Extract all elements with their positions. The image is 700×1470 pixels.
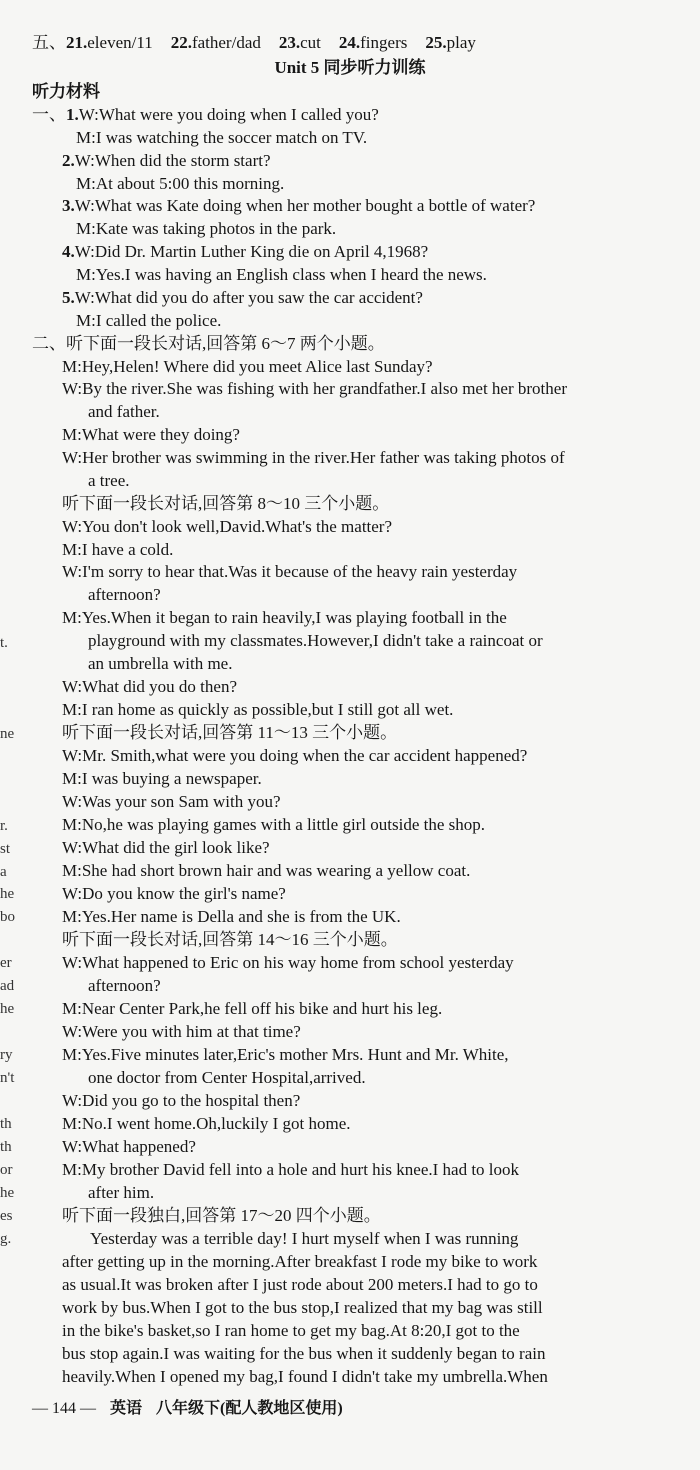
part-intro: 听下面一段独白,回答第 17～20 四个小题。 — [62, 1206, 381, 1225]
page-footer — [32, 1398, 343, 1420]
bleed-fragment: bo — [0, 909, 15, 925]
footer-grade: 八年级下(配人教地区使用) — [156, 1400, 343, 1417]
dialogue-line: W:Do you know the girl's name? — [62, 884, 286, 903]
bleed-fragment: he — [0, 886, 15, 902]
question-line: 2.W:When did the storm start? — [62, 151, 271, 170]
answer-item: 25.play — [425, 33, 476, 52]
dialogue-line: W:Her brother was swimming in the river.Her father was taking photos of — [62, 448, 565, 467]
question-line: 3.W:What was Kate doing when her mother bought a bottle of water? — [62, 196, 536, 215]
dialogue-line: M:I was buying a newspaper. — [62, 769, 262, 788]
monologue-line: as usual.It was broken after I just rode about 200 meters.I had to go to — [62, 1275, 538, 1294]
monologue-line: Yesterday was a terrible day! I hurt myself when I was running — [90, 1229, 519, 1248]
answer-section-label: 五、 — [32, 33, 66, 52]
answer-line: M:At about 5:00 this morning. — [76, 174, 285, 193]
dialogue-line: W:I'm sorry to hear that.Was it because of the heavy rain yesterday — [62, 562, 518, 581]
dialogue-line: and father. — [88, 402, 160, 421]
dialogue-line: W:What happened? — [62, 1137, 196, 1156]
bleed-fragment: th — [0, 1116, 12, 1132]
dialogue-line: W:Were you with him at that time? — [62, 1022, 301, 1041]
dialogue-line: M:She had short brown hair and was wearing a yellow coat. — [62, 861, 471, 880]
monologue-line: after getting up in the morning.After breakfast I rode my bike to work — [62, 1252, 538, 1271]
unit-title: Unit 5 同步听力训练 — [274, 58, 426, 77]
dialogue-line: M:Yes.When it began to rain heavily,I was playing football in the — [62, 608, 507, 627]
dialogue-line: M:My brother David fell into a hole and hurt his knee.I had to look — [62, 1160, 520, 1179]
dialogue-line: W:What did the girl look like? — [62, 838, 270, 857]
dialogue-line: an umbrella with me. — [88, 654, 233, 673]
dialogue-line: M:No.I went home.Oh,luckily I got home. — [62, 1114, 351, 1133]
monologue-line: heavily.When I opened my bag,I found I didn't take my umbrella.When — [62, 1367, 548, 1386]
bleed-fragment: or — [0, 1162, 13, 1178]
answer-item: 22.father/dad — [170, 33, 261, 52]
dialogue-line: M:Yes.Five minutes later,Eric's mother Mrs. Hunt and Mr. White, — [62, 1045, 509, 1064]
answer-key-line — [32, 32, 494, 54]
monologue-line: work by bus.When I got to the bus stop,I realized that my bag was still — [62, 1298, 543, 1317]
bleed-fragment: n't — [0, 1070, 15, 1086]
dialogue-line: a tree. — [88, 471, 130, 490]
dialogue-line: W:You don't look well,David.What's the matter? — [62, 517, 393, 536]
dialogue-line: M:Hey,Helen! Where did you meet Alice last Sunday? — [62, 357, 433, 376]
bleed-fragment: th — [0, 1139, 12, 1155]
part-intro: 听下面一段长对话,回答第 8～10 三个小题。 — [62, 494, 390, 513]
answer-item: 21.eleven/11 — [66, 33, 153, 52]
answer-line: M:Kate was taking photos in the park. — [76, 219, 337, 238]
dialogue-line: W:Did you go to the hospital then? — [62, 1091, 301, 1110]
dialogue-line: M:I ran home as quickly as possible,but I still got all wet. — [62, 700, 454, 719]
bleed-fragment: ad — [0, 978, 15, 994]
part-intro: 听下面一段长对话,回答第 11～13 三个小题。 — [62, 723, 398, 742]
page-number: — 144 — — [32, 1400, 96, 1417]
dialogue-line: M:No,he was playing games with a little girl outside the shop. — [62, 815, 486, 834]
answer-line: M:I called the police. — [76, 311, 222, 330]
dialogue-line: W:Mr. Smith,what were you doing when the car accident happened? — [62, 746, 528, 765]
part-intro: 二、听下面一段长对话,回答第 6～7 两个小题。 — [32, 334, 385, 353]
bleed-fragment: t. — [0, 635, 8, 651]
dialogue-line: after him. — [88, 1183, 155, 1202]
question-line: 4.W:Did Dr. Martin Luther King die on April 4,1968? — [62, 242, 429, 261]
answer-line: M:Yes.I was having an English class when I heard the news. — [76, 265, 487, 284]
bleed-fragment: es — [0, 1208, 13, 1224]
dialogue-line: W:What did you do then? — [62, 677, 237, 696]
footer-subject: 英语 — [110, 1400, 143, 1417]
monologue-line: bus stop again.I was waiting for the bus when it suddenly began to rain — [62, 1344, 546, 1363]
dialogue-line: afternoon? — [88, 585, 161, 604]
dialogue-line: afternoon? — [88, 976, 161, 995]
answer-line: M:I was watching the soccer match on TV. — [76, 128, 368, 147]
bleed-fragment: a — [0, 864, 7, 880]
dialogue-line: W:What happened to Eric on his way home from school yesterday — [62, 953, 514, 972]
section-heading: 听力材料 — [32, 82, 100, 101]
answer-item: 23.cut — [278, 33, 321, 52]
dialogue-line: one doctor from Center Hospital,arrived. — [88, 1068, 366, 1087]
question-line: 5.W:What did you do after you saw the car accident? — [62, 288, 423, 307]
dialogue-line: playground with my classmates.However,I didn't take a raincoat or — [88, 631, 543, 650]
bleed-fragment: ne — [0, 726, 15, 742]
part-intro: 听下面一段长对话,回答第 14～16 三个小题。 — [62, 930, 398, 949]
bleed-fragment: r. — [0, 818, 8, 834]
bleed-fragment: st — [0, 841, 11, 857]
dialogue-line: W:By the river.She was fishing with her grandfather.I also met her brother — [62, 379, 567, 398]
bleed-fragment: he — [0, 1185, 15, 1201]
answer-item: 24.fingers — [338, 33, 408, 52]
question-line: 一、1.W:What were you doing when I called you? — [32, 105, 379, 124]
dialogue-line: M:I have a cold. — [62, 540, 174, 559]
dialogue-line: M:Yes.Her name is Della and she is from the UK. — [62, 907, 401, 926]
monologue-line: in the bike's basket,so I ran home to get my bag.At 8:20,I got to the — [62, 1321, 520, 1340]
dialogue-line: W:Was your son Sam with you? — [62, 792, 281, 811]
bleed-fragment: he — [0, 1001, 15, 1017]
dialogue-line: M:What were they doing? — [62, 425, 240, 444]
bleed-fragment: ry — [0, 1047, 13, 1063]
bleed-fragment: g. — [0, 1231, 12, 1247]
bleed-fragment: er — [0, 955, 12, 971]
dialogue-line: M:Near Center Park,he fell off his bike and hurt his leg. — [62, 999, 443, 1018]
